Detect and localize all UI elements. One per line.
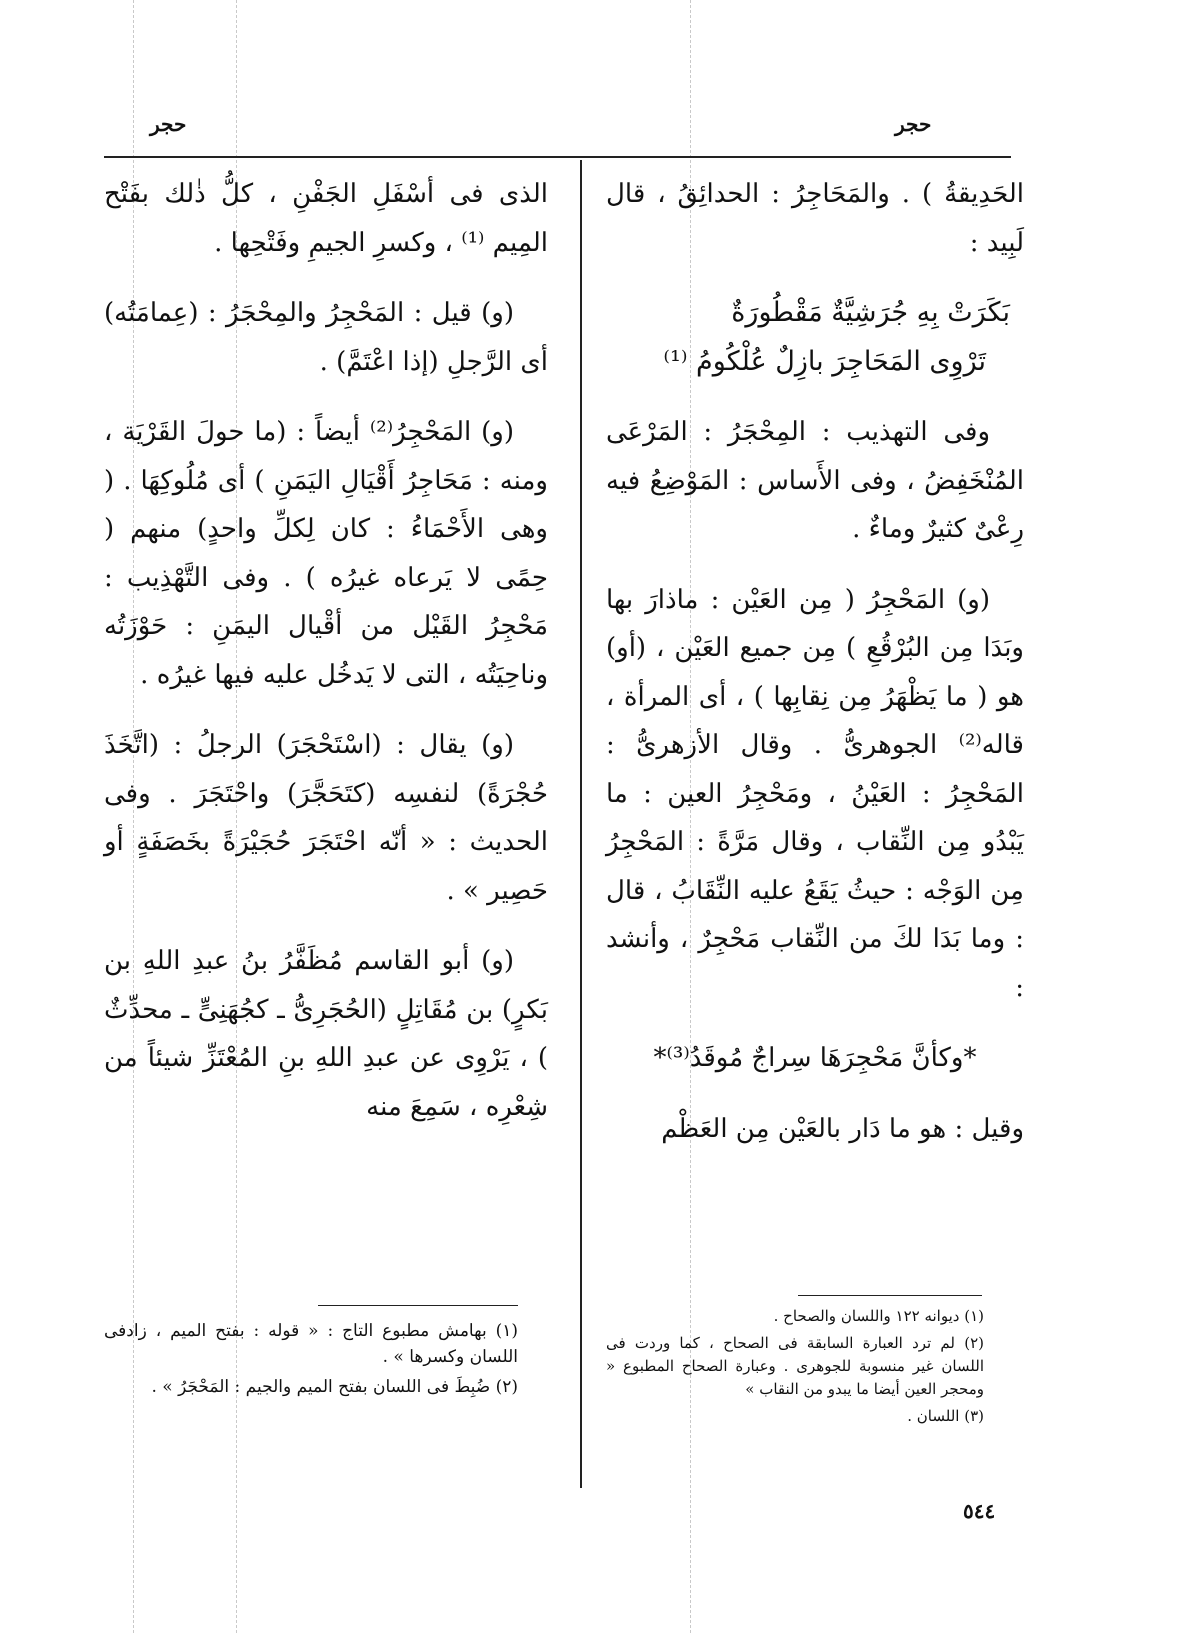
footnote: (١) ديوانه ١٢٢ واللسان والصحاح .	[773, 1307, 984, 1325]
paragraph: (و) أبو القاسم مُظَفَّرُ بنُ عبدِ اللهِ بن بَكرٍ) بن مُقَاتِلٍ (الحُجَرِىُّ ـ كجُهَنِىٍّ ـ محدِّثٌ ) ، يَرْوِى عن عبدِ اللهِ بنِ المُعْتَزِّ شيئاً من شِعْرِه ، سَمِعَ منه	[104, 946, 548, 1122]
verse-line: بَكَرَتْ بِهِ جُرَشِيَّةٌ مَقْطُورَةٌ	[731, 297, 1010, 328]
paragraph: (و) قيل : المَحْجِرُ والمِحْجَرُ : (عِمامَتُه) أى الرَّجلِ (إذا اعْتَمَّ) .	[104, 298, 548, 377]
verse-line: تَرْوِى المَحَاجِرَ بازِلٌ عُلْكُومُ ⁽¹⁾	[663, 345, 986, 377]
footnote: (٣) اللسان .	[907, 1407, 984, 1425]
footnote: (٢) ضُبِطَ فى اللسان بفتح الميم والجيم : المَحْجَرُ » .	[151, 1377, 518, 1397]
footnotes-left	[104, 1318, 518, 1404]
header-rule	[104, 156, 1011, 158]
footnotes-right	[606, 1305, 984, 1432]
footnote: (٢) لم ترد العبارة السابقة فى الصحاح ، كما وردت فى اللسان غير منسوبة للجوهرى . وعبارة الصحاح المطبوع « ومحجر العين أيضا ما يبدو من النقاب »	[606, 1334, 984, 1398]
left-column	[104, 170, 548, 1153]
paragraph: الذى فى أسْفَلِ الجَفْنِ ، كلُّ ذٰلك بفَتْح المِيم ⁽¹⁾ ، وكسرِ الجيمِ وفَتْحِها .	[104, 179, 548, 258]
paragraph: وقيل : هو ما دَار بالعَيْن مِن العَظْم	[661, 1113, 1024, 1144]
paragraph: الحَدِيقةُ ) . والمَحَاجِرُ : الحدائِقُ ، قال لَبِيد :	[606, 179, 1024, 258]
page-number: ٥٤٤	[963, 1499, 996, 1523]
footnote-rule-right	[798, 1295, 982, 1296]
running-header-left: حجر	[150, 112, 187, 136]
paragraph: وفى التهذيب : المِحْجَرُ : المَرْعَى المُنْخَفِضُ ، وفى الأَساس : المَوْضِعُ فيه رِعْىٌ كثيرٌ وماءٌ .	[606, 417, 1024, 544]
column-divider	[580, 160, 582, 1488]
footnote-rule-left	[318, 1305, 518, 1306]
poem-verse	[606, 289, 1024, 386]
footnote: (١) بهامش مطبوع التاج : « قوله : بفتح الميم ، زادفى اللسان وكسرها » .	[104, 1321, 518, 1367]
running-header-right: حجر	[895, 112, 932, 136]
right-column	[606, 170, 1024, 1175]
paragraph: (و) المَحْجِرُ⁽²⁾ أيضاً : (ما حولَ القَرْيَة ، ومنه : مَحَاجِرُ أَقْيَالِ اليَمَنِ ) أى مُلُوكِهَا . ( وهى الأَحْمَاءُ : كان لِكلِّ واحدٍ) منهم ( حِمًى لا يَرعاه غيرُه ) . وفى التَّهْذِيب : مَحْجِرُ القَيْل من أقْيال اليمَنِ : حَوْزَتُه وناحِيَتُه ، التى لا يَدخُل عليه فيها غيرُه .	[104, 417, 548, 690]
paragraph: (و) المَحْجِرُ ( مِن العَيْن : ماذارَ بها وبَدَا مِن البُرْقُعِ ) مِن جميع العَيْن ، (أو) هو ( ما يَظْهَرُ مِن نِقابِها ) ، أى المرأة ، قاله⁽²⁾ الجوهرىُّ . وقال الأزهرىُّ : المَحْجِرُ : العَيْنُ ، ومَحْجِرُ العين : ما يَبْدُو مِن النِّقاب ، وقال مَرَّةً : المَحْجِرُ مِن الوَجْه : حيثُ يَقَعُ عليه النِّقَابُ ، قال : وما بَدَا لكَ من النِّقاب مَحْجِرٌ ، وأنشد :	[606, 584, 1024, 1003]
paragraph: (و) يقال : (اسْتَحْجَرَ) الرجلُ : (اتَّخَذَ حُجْرَةً) لنفسِه (كتَحَجَّرَ) واحْتَجَرَ . وفى الحديث : « أنّه احْتَجَرَ حُجَيْرَةً بخَصَفَةٍ أو حَصِير » .	[104, 730, 548, 906]
half-verse: *وكأنَّ مَحْجِرَهَا سِراجٌ مُوقَدُ⁽³⁾*	[653, 1043, 977, 1073]
